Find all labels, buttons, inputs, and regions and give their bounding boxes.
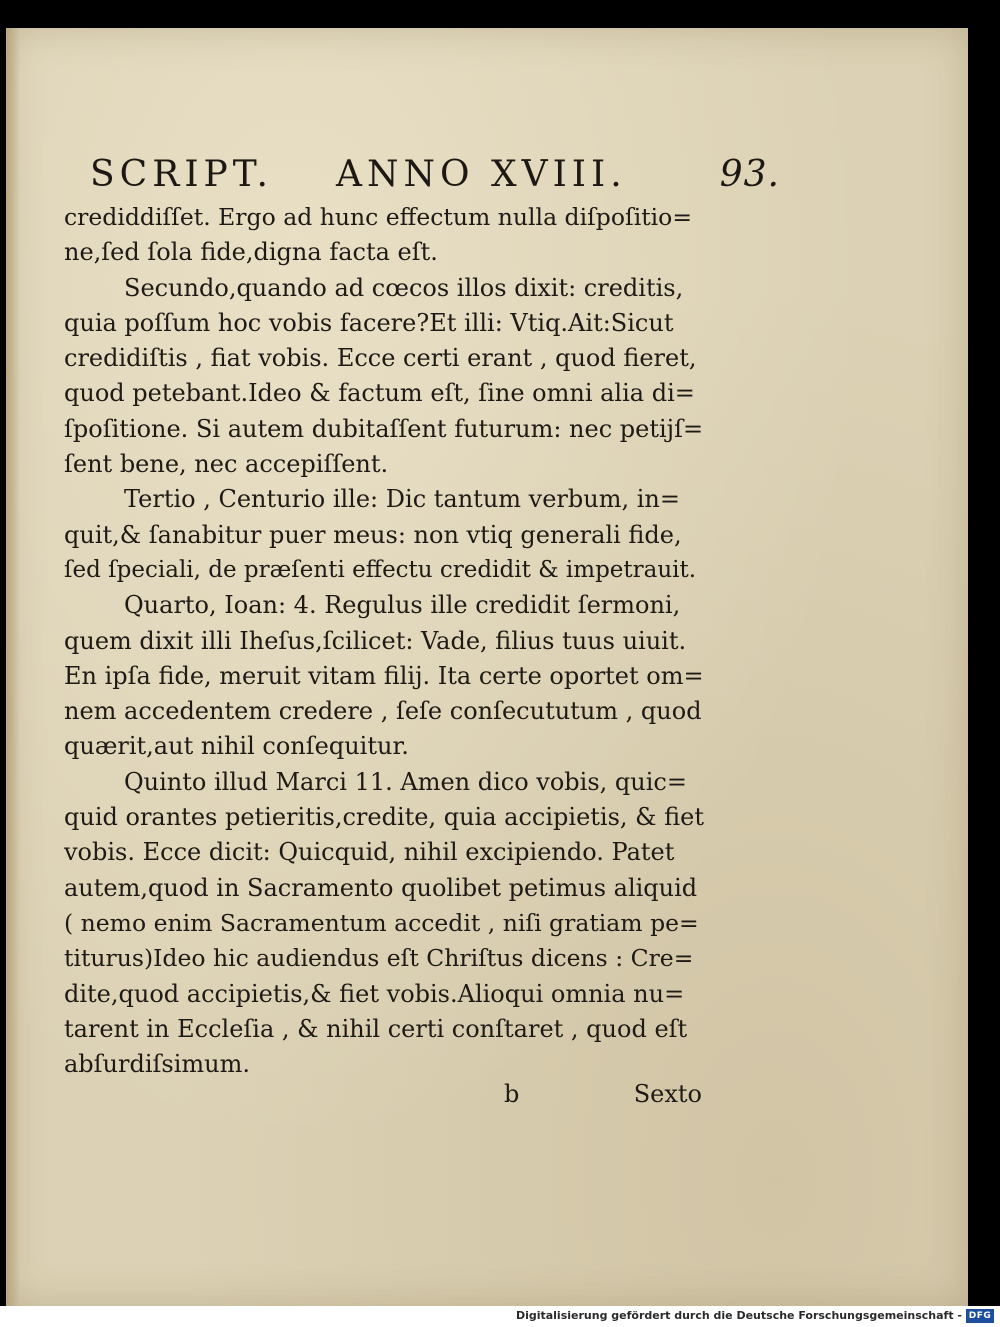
text-line: abſurdiſsimum. xyxy=(64,1050,250,1079)
catchword: Sexto xyxy=(633,1080,702,1108)
text-line: ſent bene, nec accepiſſent. xyxy=(64,450,389,479)
text-line: dite,quod accipietis,& fiet vobis.Alioqui omnia nu= xyxy=(64,979,685,1008)
running-head-year: ANNO XVIII. xyxy=(336,154,627,195)
text-line: quit,& ſanabitur puer meus: non vtiq generali fide, xyxy=(64,520,682,549)
body-text xyxy=(64,200,704,1082)
running-head-left: SCRIPT. xyxy=(90,154,273,195)
funding-notice: Digitalisierung gefördert durch die Deutsche Forschungsgemeinschaft - xyxy=(515,1309,962,1322)
text-line: nem accedentem credere , ſeſe conſecututum , quod xyxy=(64,697,702,726)
running-head xyxy=(90,154,780,202)
text-line: quærit,aut nihil conſequitur. xyxy=(64,732,409,761)
text-line: En ipſa fide, meruit vitam filij. Ita certe oportet om= xyxy=(64,661,704,690)
text-line: Quinto illud Marci 11. Amen dico vobis, quic= xyxy=(124,767,687,796)
signature-mark: b xyxy=(504,1080,520,1108)
book-page xyxy=(6,28,968,1306)
folio-number: 93. xyxy=(719,154,780,195)
funding-bar xyxy=(0,1306,1000,1327)
text-line: autem,quod in Sacramento quolibet petimus aliquid xyxy=(64,873,698,902)
text-line: ſed ſpeciali, de præſenti effectu credidit & impetrauit. xyxy=(64,556,697,583)
page-gutter-shadow xyxy=(6,28,20,1306)
text-line: credidiſtis , fiat vobis. Ecce certi erant , quod fieret, xyxy=(64,344,697,373)
text-line: titurus)Ideo hic audiendus eſt Chriſtus dicens : Cre= xyxy=(64,944,694,973)
text-line: crediddiſſet. Ergo ad hunc effectum nulla diſpoſitio= xyxy=(64,203,693,231)
text-line: tarent in Eccleſia , & nihil certi conſtaret , quod eſt xyxy=(64,1014,688,1043)
text-line: quod petebant.Ideo & factum eſt, ſine omni alia di= xyxy=(64,379,695,408)
text-line: Tertio , Centurio ille: Dic tantum verbum, in= xyxy=(124,485,680,514)
text-line: quem dixit illi Iheſus,ſcilicet: Vade, filius tuus uiuit. xyxy=(64,626,687,655)
text-line: ( nemo enim Sacramentum accedit , niſi gratiam pe= xyxy=(64,908,699,937)
text-line: vobis. Ecce dicit: Quicquid, nihil excipiendo. Patet xyxy=(64,838,675,867)
dfg-logo-icon: DFG xyxy=(966,1309,994,1323)
text-line: quia poſſum hoc vobis facere?Et illi: Vtiq.Ait:Sicut xyxy=(64,308,674,337)
text-line: ne,ſed ſola fide,digna facta eſt. xyxy=(64,238,438,267)
catchline xyxy=(504,1080,704,1116)
text-line: Secundo,quando ad cœcos illos dixit: creditis, xyxy=(124,273,684,302)
text-line: ſpoſitione. Si autem dubitaſſent futurum: nec petijſ= xyxy=(64,414,704,443)
text-line: Quarto, Ioan: 4. Regulus ille credidit ſermoni, xyxy=(124,591,681,620)
text-line: quid orantes petieritis,credite, quia accipietis, & fiet xyxy=(64,803,704,832)
